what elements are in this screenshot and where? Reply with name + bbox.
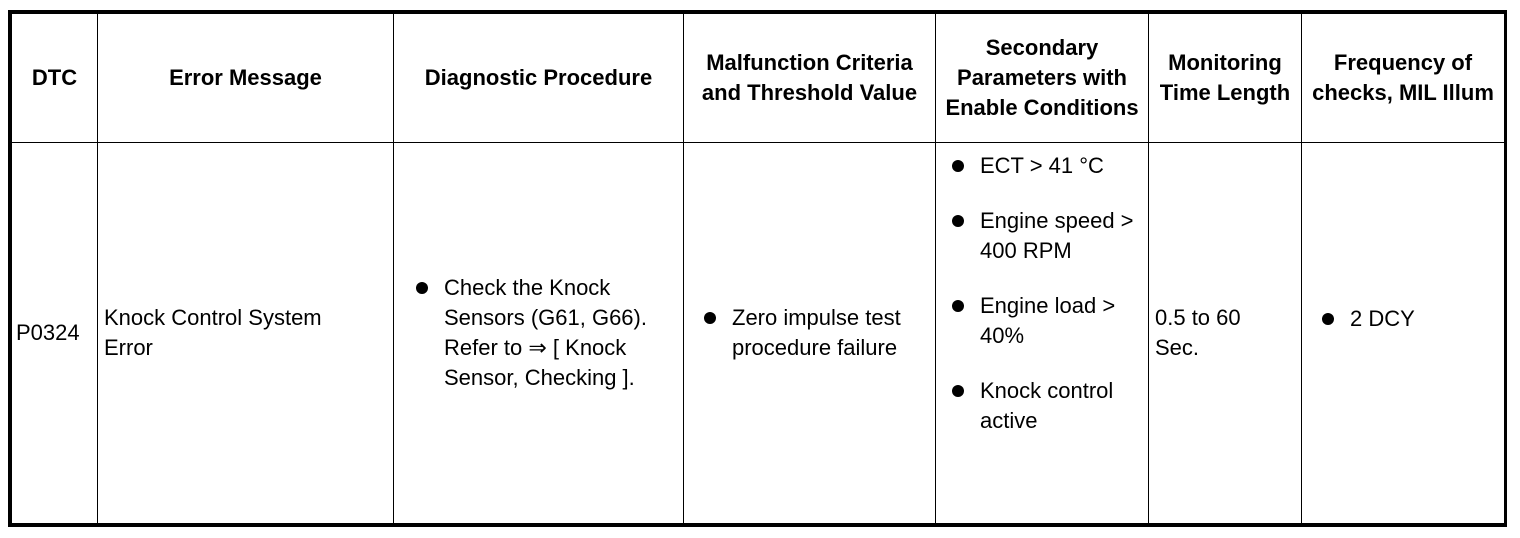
bullet-icon	[952, 215, 964, 227]
bullet-icon	[1322, 313, 1334, 325]
diagnostic-procedure-text: Check the Knock Sensors (G61, G66). Refer to ⇒ [ Knock Sensor, Checking ].	[444, 275, 647, 390]
malfunction-criteria-text: Zero impulse test procedure failure	[732, 305, 901, 360]
bullet-icon	[952, 385, 964, 397]
bullet-icon	[952, 160, 964, 172]
dtc-table-frame	[8, 10, 1507, 527]
header-frequency: Frequency of checks, MIL Illum	[1302, 14, 1505, 143]
bullet-icon	[952, 300, 964, 312]
secondary-parameter-text: Engine load > 40%	[980, 293, 1116, 348]
header-monitoring-time: Monitoring Time Length	[1149, 14, 1302, 143]
header-error-message: Error Message	[98, 14, 394, 143]
secondary-parameter-text: ECT > 41 °C	[980, 153, 1104, 178]
list-item	[410, 273, 675, 393]
cell-frequency	[1302, 143, 1505, 524]
list-item	[1316, 304, 1504, 334]
secondary-parameter-text: Engine speed > 400 RPM	[980, 208, 1134, 263]
dtc-table	[11, 13, 1505, 524]
cell-diagnostic-procedure	[394, 143, 684, 524]
cell-dtc: P0324	[12, 143, 98, 524]
cell-error-message: Knock Control System Error	[98, 143, 394, 524]
cell-malfunction-criteria	[684, 143, 936, 524]
list-item	[946, 151, 1148, 181]
header-diagnostic-procedure: Diagnostic Procedure	[394, 14, 684, 143]
frequency-text: 2 DCY	[1350, 306, 1415, 331]
list-item	[698, 303, 927, 363]
header-dtc: DTC	[12, 14, 98, 143]
cell-monitoring-time: 0.5 to 60 Sec.	[1149, 143, 1302, 524]
list-item	[946, 206, 1148, 266]
header-row	[12, 14, 1505, 143]
bullet-icon	[704, 312, 716, 324]
header-malfunction-criteria: Malfunction Criteria and Threshold Value	[684, 14, 936, 143]
list-item	[946, 291, 1148, 351]
header-secondary-parameters: Secondary Parameters with Enable Conditions	[936, 14, 1149, 143]
list-item	[946, 376, 1148, 436]
table-row	[12, 143, 1505, 524]
bullet-icon	[416, 282, 428, 294]
secondary-parameter-text: Knock control active	[980, 378, 1114, 433]
cell-secondary-parameters	[936, 143, 1149, 524]
